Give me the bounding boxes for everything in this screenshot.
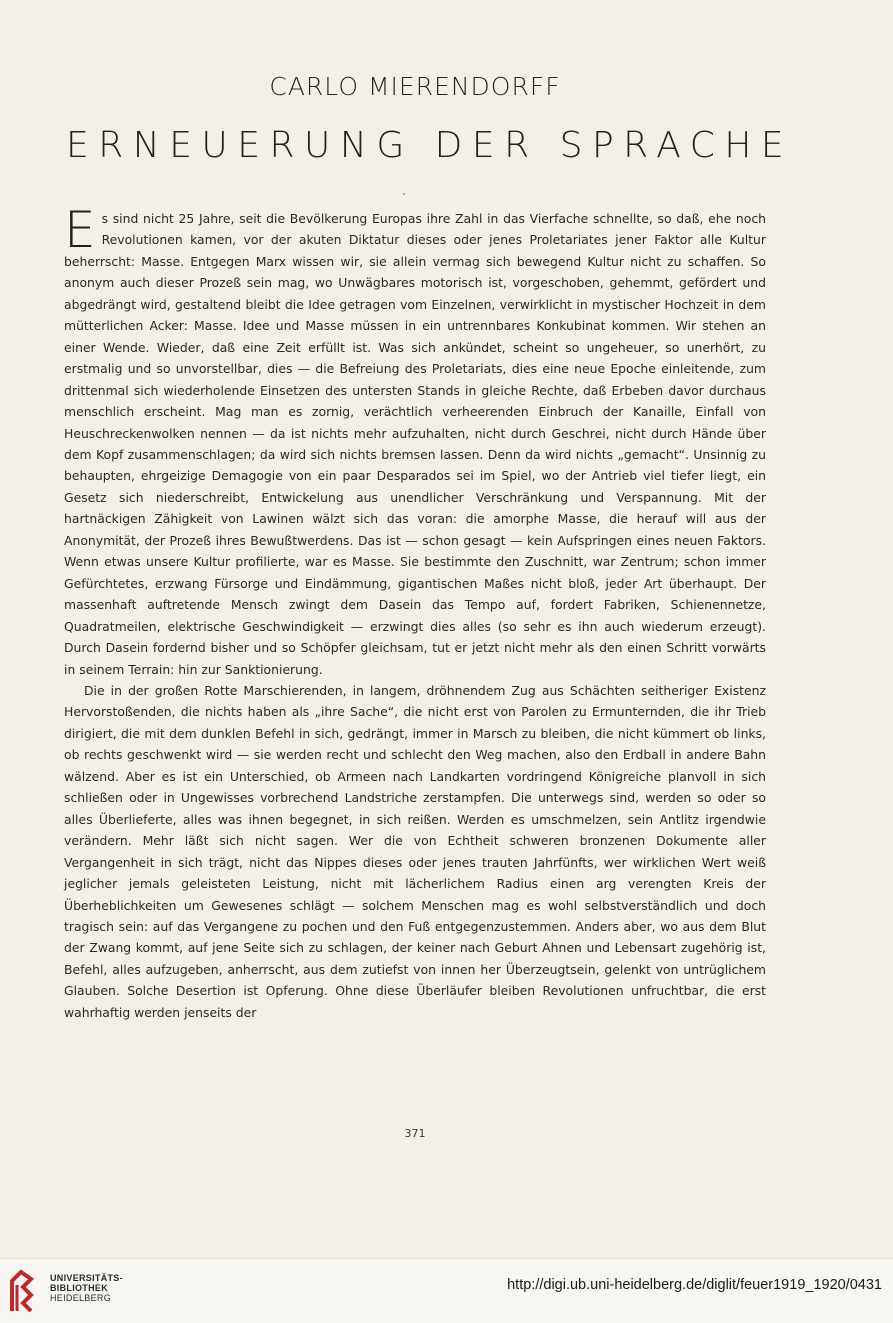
viewer-footer bbox=[0, 1258, 893, 1323]
ornament-dot bbox=[403, 193, 405, 195]
page-number: 371 bbox=[404, 1127, 426, 1140]
author-name: CARLO MIERENDORFF bbox=[269, 72, 561, 101]
university-library-logo-icon bbox=[9, 1267, 39, 1315]
source-url-link[interactable]: http://digi.ub.uni-heidelberg.de/diglit/feuer1919_1920/0431 bbox=[507, 1277, 882, 1293]
paragraph-1 bbox=[64, 201, 766, 680]
article-title: ERNEUERUNG DER SPRACHE bbox=[66, 125, 794, 166]
library-name bbox=[50, 1273, 123, 1303]
drop-cap: E bbox=[64, 201, 96, 259]
article-body bbox=[64, 201, 766, 1023]
paragraph-2: Die in der großen Rotte Marschierenden, in langem, dröhnendem Zug aus Schächten seitheriger Existenz Hervorstoßenden, die nichts haben als „ihre Sache“, die nicht erst von Parolen zu Ermunternden, die ihr Trieb dirigiert, die mit dem dunklen Befehl in sich, gedrängt, immer in Marsch zu bleiben, die nicht kümmert ob links, ob rechts geschwenkt wird — sie werden recht und schlecht den Weg machen, also den Erdball in andere Bahn wälzend. Aber es ist ein Unterschied, ob Armeen nach Landkarten vordringend Königreiche planvoll in sich schließen oder in Ungewisses vorbrechend Landstriche zerstampfen. Die unterwegs sind, werden so oder so alles Überlieferte, alles was ihnen begegnet, in sich reißen. Werden es umschmelzen, sein Antlitz irgendwie verändern. Mehr läßt sich nicht sagen. Wer die von Echtheit schweren bronzenen Dokumente aller Vergangenheit in sich trägt, nicht das Nippes dieses oder jenes trauten Jahrfünfts, wer wirklichen Wert weiß jeglicher jemals geleisteten Leistung, nicht mit lächerlichem Radius einen arg verengten Kreis der Überheblichkeiten um Gewesenes schlägt — solchem Menschen mag es wohl selbstverständlich und doch tragisch sein: auf das Vergangene zu pochen und den Fuß entgegenzustemmen. Anders aber, wo aus dem Blut der Zwang kommt, auf jene Seite sich zu schlagen, der keiner nach Geburt Ahnen und Lebensart zugehörig ist, Befehl, alles aufzugeben, anherrscht, aus dem zutiefst von innen her Überzeugtsein, gelenkt von untrüglichem Glauben. Solche Desertion ist Opferung. Ohne diese Überläufer bleiben Revolutionen unfruchtbar, die erst wahrhaftig werden jenseits der bbox=[64, 682, 766, 1020]
paragraph-1-text: s sind nicht 25 Jahre, seit die Bevölkerung Europas ihre Zahl in das Vierfache schnellte, so daß, ehe noch Revolutionen kamen, vor der akuten Diktatur dieses oder jenes Proletariates jener Faktor alle Kultur beherrscht: Masse. Entgegen Marx wissen wir, sie allein vermag sich bewegend Kultur nicht zu schaffen. So anonym auch dieser Prozeß sein mag, wo Unwägbares motorisch ist, vorgeschoben, gehemmt, gefördert und abgedrängt wird, gestaltend bleibt die Idee getragen vom Einzelnen, verwirklicht in mystischer Hochzeit in dem mütterlichen Acker: Masse. Idee und Masse müssen in ein untrennbares Konkubinat kommen. Wir stehen an einer Wende. Wieder, daß eine Zeit erfüllt ist. Was sich ankündet, scheint so ungeheuer, so unerhört, zu erstmalig und so unvorstellbar, dies — die Befreiung des Proletariats, dies eine neue Epoche einleitende, zum drittenmal sich wiederholende Einsetzen des untersten Stands in gleiche Rechte, daß Erbeben davor durchaus menschlich erscheint. Mag man es zornig, verächtlich verheerenden Einbruch der Kanaille, Einfall von Heuschreckenwolken nennen — da ist nichts mehr aufzuhalten, nicht durch Geschrei, nicht durch Hände über dem Kopf zusammenschlagen; da wird sich nichts bremsen lassen. Denn da wird nichts „gemacht“. Unsinnig zu behaupten, ehrgeizige Demagogie von ein paar Desparados sei im Spiel, wo der Antrieb viel tiefer liegt, ein Gesetz sich niederschreibt, Entwickelung aus unendlicher Verschränkung und Verspannung. Mit der hartnäckigen Zähigkeit von Lawinen wälzt sich das voran: die amorphe Masse, die herauf will aus der Anonymität, der Prozeß ihres Bewußtwerdens. Das ist — schon gesagt — kein Aufspringen eines neuen Faktors. Wenn etwas unsere Kultur profilierte, war es Masse. Sie bestimmte den Zuschnitt, war Zentrum; schon immer Gefürchtetes, erzwang Fürsorge und Eindämmung, gigantischen Maßes nicht bloß, jeder Art überhaupt. Der massenhaft auftretende Mensch zwingt dem Dasein das Tempo auf, fordert Fabriken, Schienennetze, Quadratmeilen, elektrische Geschwindigkeit — erzwingt dies alles (so sehr es ihn auch wiederum erzeugt). Durch Dasein fordernd bisher und so Schöpfer gleichsam, tut er jetzt nicht mehr als den einen Schritt vorwärts in seinem Terrain: hin zur Sanktionierung. bbox=[64, 211, 766, 677]
library-name-line-3: HEIDELBERG bbox=[50, 1293, 112, 1303]
library-name-line-2: BIBLIOTHEK bbox=[50, 1283, 108, 1293]
library-name-line-1: UNIVERSITÄTS- bbox=[50, 1273, 123, 1283]
